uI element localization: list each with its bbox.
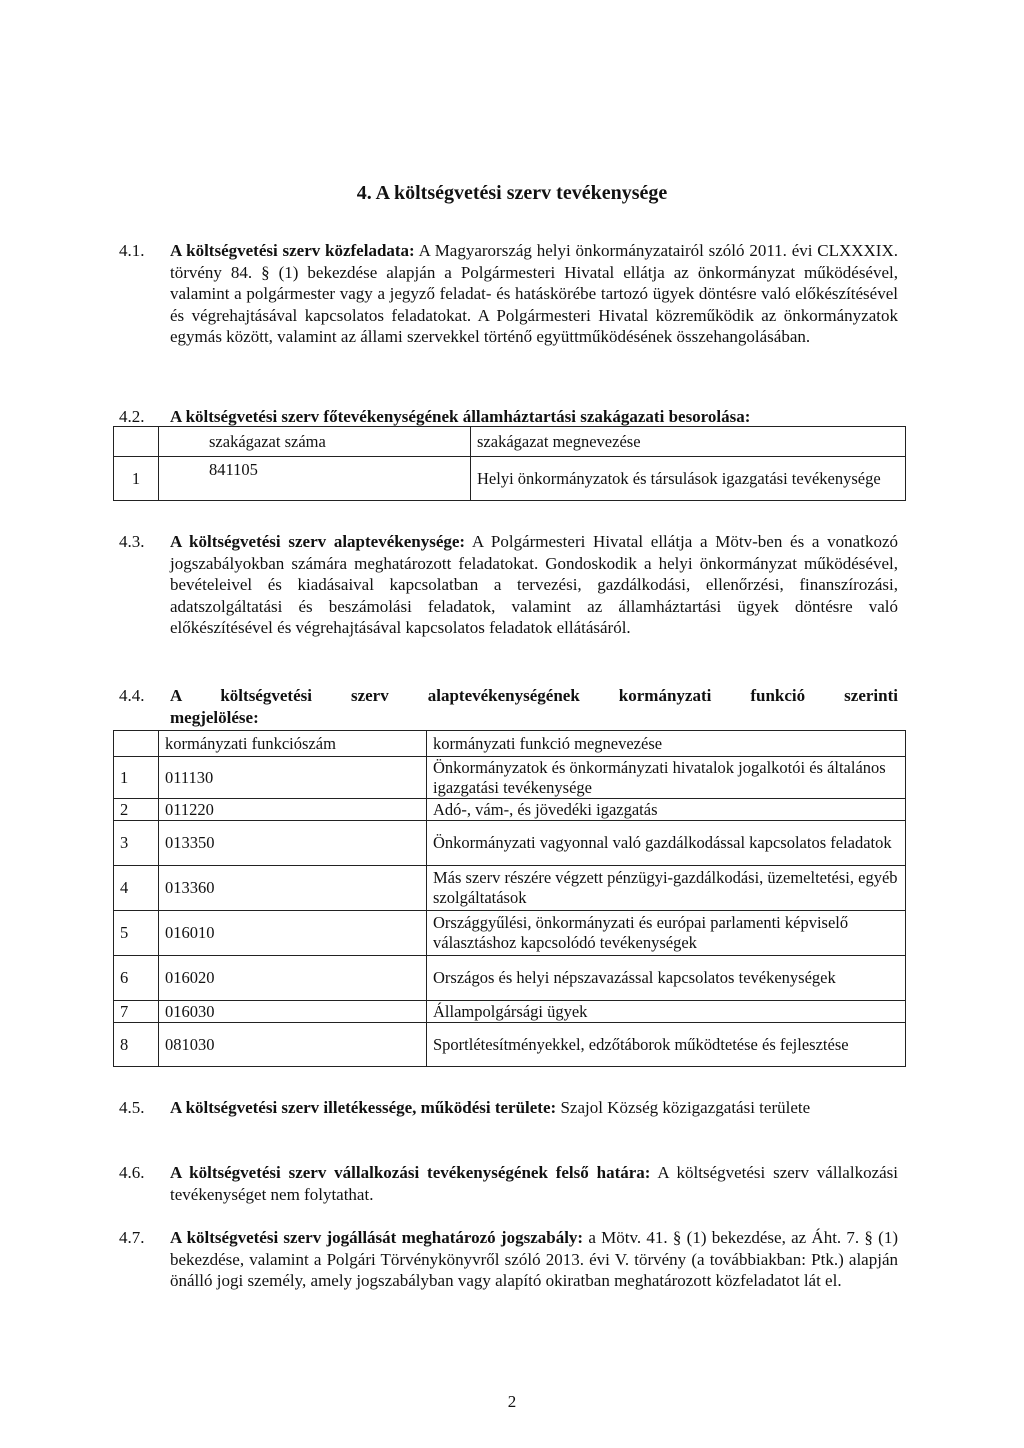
table-header-cell	[114, 731, 159, 757]
table-row	[114, 956, 906, 1001]
function-name: Önkormányzati vagyonnal való gazdálkodással kapcsolatos feladatok	[427, 821, 906, 866]
table-header-cell: szakágazat száma	[159, 427, 471, 457]
row-index: 1	[114, 457, 159, 501]
function-code: 011220	[159, 799, 427, 821]
table-row	[114, 911, 906, 956]
activity-code: 841105	[159, 457, 471, 501]
function-code: 013350	[159, 821, 427, 866]
page-title: 4. A költségvetési szerv tevékenysége	[356, 182, 668, 204]
row-index: 5	[114, 911, 159, 956]
section-4-5	[170, 1097, 898, 1119]
section-label: A költségvetési szerv jogállását meghatározó jogszabály:	[170, 1228, 584, 1247]
function-code: 016010	[159, 911, 427, 956]
row-index: 2	[114, 799, 159, 821]
function-code: 081030	[159, 1023, 427, 1067]
function-name: Sportlétesítményekkel, edzőtáborok működtetése és fejlesztése	[427, 1023, 906, 1067]
section-4-1	[170, 240, 898, 348]
section-label: A költségvetési szerv közfeladata:	[170, 241, 415, 260]
section-label: A költségvetési szerv főtevékenységének államháztartási szakágazati besorolása:	[170, 407, 751, 426]
table-header-cell: szakágazat megnevezése	[471, 427, 906, 457]
section-label: A költségvetési szerv alaptevékenysége:	[170, 532, 466, 551]
row-index: 3	[114, 821, 159, 866]
table-row	[114, 799, 906, 821]
section-text: a Mötv. 41. § (1) bekezdése, az Áht. 7. § (1) bekezdése, valamint a Polgári Törvénykönyvről szóló 2013. évi V. törvény (a továbbiakban: Ptk.) alapján önálló jogi személy, amely jogszabályban vagy alapító okiratban meghatározott közfeladatot lát el.	[170, 1228, 898, 1290]
table-row	[114, 1023, 906, 1067]
section-number: 4.4.	[119, 686, 145, 705]
function-code: 011130	[159, 757, 427, 799]
section-4-6	[170, 1162, 898, 1205]
function-name: Önkormányzatok és önkormányzati hivatalok jogalkotói és általános igazgatási tevékenysége	[427, 757, 906, 799]
section-4-7	[170, 1227, 898, 1292]
section-text: A Polgármesteri Hivatal ellátja a Mötv-ben és a vonatkozó jogszabályokban számára meghatározott feladatokat. Gondoskodik a helyi önkormányzat működésével, bevételeivel és kiadásaival kapcsolatban a tervezési, gazdálkodási, ellenőrzési, finanszírozási, adatszolgáltatási és beszámolási feladatok, valamint az államháztartási ügyek döntésre való előkészítésével és végrehajtásával kapcsolatos feladatok ellátásáról.	[170, 532, 898, 637]
page-number: 2	[507, 1392, 517, 1411]
table-row	[114, 1001, 906, 1023]
row-index: 8	[114, 1023, 159, 1067]
function-name: Más szerv részére végzett pénzügyi-gazdálkodási, üzemeltetési, egyéb szolgáltatások	[427, 866, 906, 911]
function-name: Országos és helyi népszavazással kapcsolatos tevékenységek	[427, 956, 906, 1001]
section-label: A költségvetési szerv vállalkozási tevékenységének felső határa:	[170, 1163, 651, 1182]
function-code: 016030	[159, 1001, 427, 1023]
section-4-2	[170, 406, 910, 428]
section-text: Szajol Község közigazgatási területe	[556, 1098, 811, 1117]
table-header-cell: kormányzati funkció megnevezése	[427, 731, 906, 757]
section-number: 4.3.	[119, 532, 145, 551]
table-header-cell	[114, 427, 159, 457]
section-label: A költségvetési szerv alaptevékenységének kormányzati funkció szerinti megjelölése:	[170, 686, 898, 727]
function-name: Adó-, vám-, és jövedéki igazgatás	[427, 799, 906, 821]
section-label: A költségvetési szerv illetékessége, működési területe:	[170, 1098, 557, 1117]
section-number: 4.7.	[119, 1228, 145, 1247]
function-name: Országgyűlési, önkormányzati és európai parlamenti képviselő választáshoz kapcsolódó tevékenységek	[427, 911, 906, 956]
function-code: 016020	[159, 956, 427, 1001]
activity-code-table	[113, 426, 906, 501]
government-function-table	[113, 730, 906, 1067]
section-text: A költségvetési szerv vállalkozási tevékenységet nem folytathat.	[170, 1163, 898, 1204]
table-row	[114, 866, 906, 911]
table-header-cell: kormányzati funkciószám	[159, 731, 427, 757]
row-index: 7	[114, 1001, 159, 1023]
activity-name: Helyi önkormányzatok és társulások igazgatási tevékenysége	[471, 457, 906, 501]
section-number: 4.2.	[119, 407, 145, 426]
function-code: 013360	[159, 866, 427, 911]
row-index: 6	[114, 956, 159, 1001]
table-row	[114, 821, 906, 866]
section-text: A Magyarország helyi önkormányzatairól szóló 2011. évi CLXXXIX. törvény 84. § (1) bekezdése alapján a Polgármesteri Hivatal ellátja az önkormányzat működésével, valamint a polgármester vagy a jegyző feladat- és hatáskörébe tartozó ügyek döntésre való előkészítésével és végrehajtásával kapcsolatos feladatokat. A Polgármesteri Hivatal közreműködik az önkormányzatok egymás között, valamint az állami szervekkel történő együttműködésének összehangolásában.	[170, 241, 898, 346]
section-4-3	[170, 531, 898, 639]
row-index: 1	[114, 757, 159, 799]
section-number: 4.1.	[119, 241, 145, 260]
section-number: 4.6.	[119, 1163, 145, 1182]
table-row	[114, 457, 906, 501]
table-header-row	[114, 731, 906, 757]
section-4-4	[170, 685, 898, 728]
function-name: Állampolgársági ügyek	[427, 1001, 906, 1023]
table-header-row	[114, 427, 906, 457]
row-index: 4	[114, 866, 159, 911]
table-row	[114, 757, 906, 799]
section-number: 4.5.	[119, 1098, 145, 1117]
